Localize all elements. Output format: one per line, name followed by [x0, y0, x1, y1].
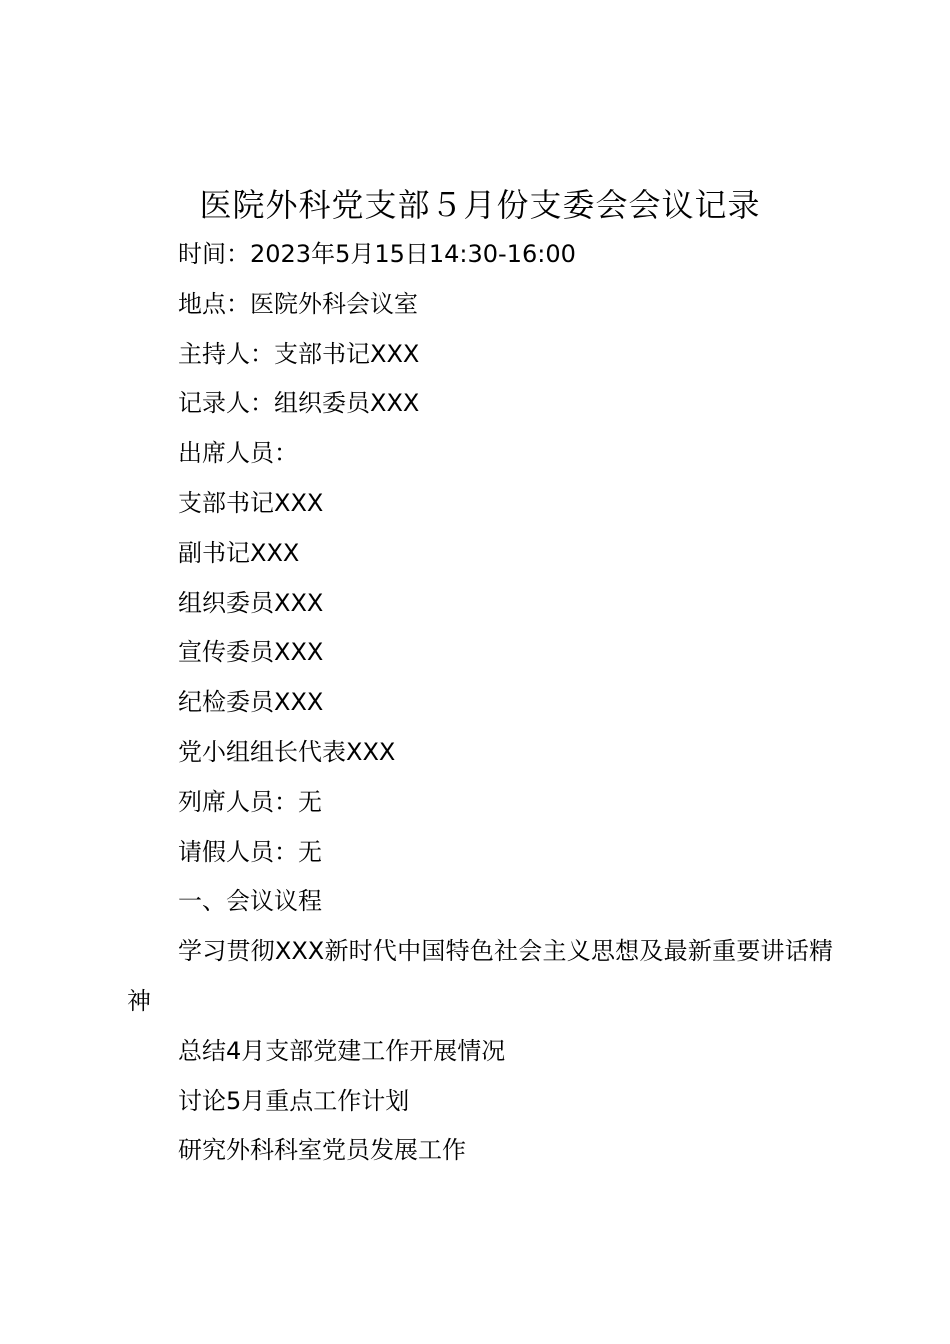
non-voting-attendees: 列席人员：无 [178, 787, 322, 816]
attendee-item: 宣传委员XXX [178, 638, 324, 667]
document-title: 医院外科党支部５月份支委会会议记录 [199, 186, 761, 224]
attendee-item: 党小组组长代表XXX [178, 737, 396, 766]
agenda-item: 研究外科科室党员发展工作 [178, 1136, 466, 1165]
meeting-time: 时间：2023年5月15日14:30-16:00 [178, 240, 576, 268]
document-body [127, 230, 833, 1176]
absent-attendees: 请假人员：无 [178, 837, 322, 866]
agenda-item: 总结4月支部党建工作开展情况 [178, 1036, 506, 1065]
attendees-heading: 出席人员： [178, 439, 298, 468]
attendee-item: 纪检委员XXX [178, 688, 324, 717]
meeting-location: 地点：医院外科会议室 [178, 289, 418, 318]
agenda-item: 讨论5月重点工作计划 [178, 1086, 410, 1115]
attendee-item: 组织委员XXX [178, 588, 324, 617]
meeting-recorder: 记录人：组织委员XXX [178, 389, 420, 418]
attendee-item: 支部书记XXX [178, 488, 324, 517]
agenda-item: 学习贯彻XXX新时代中国特色社会主义思想及最新重要讲话精神 [127, 937, 833, 1015]
meeting-host: 主持人：支部书记XXX [178, 339, 420, 368]
attendee-item: 副书记XXX [178, 538, 300, 567]
agenda-heading: 一、会议议程 [178, 887, 322, 916]
